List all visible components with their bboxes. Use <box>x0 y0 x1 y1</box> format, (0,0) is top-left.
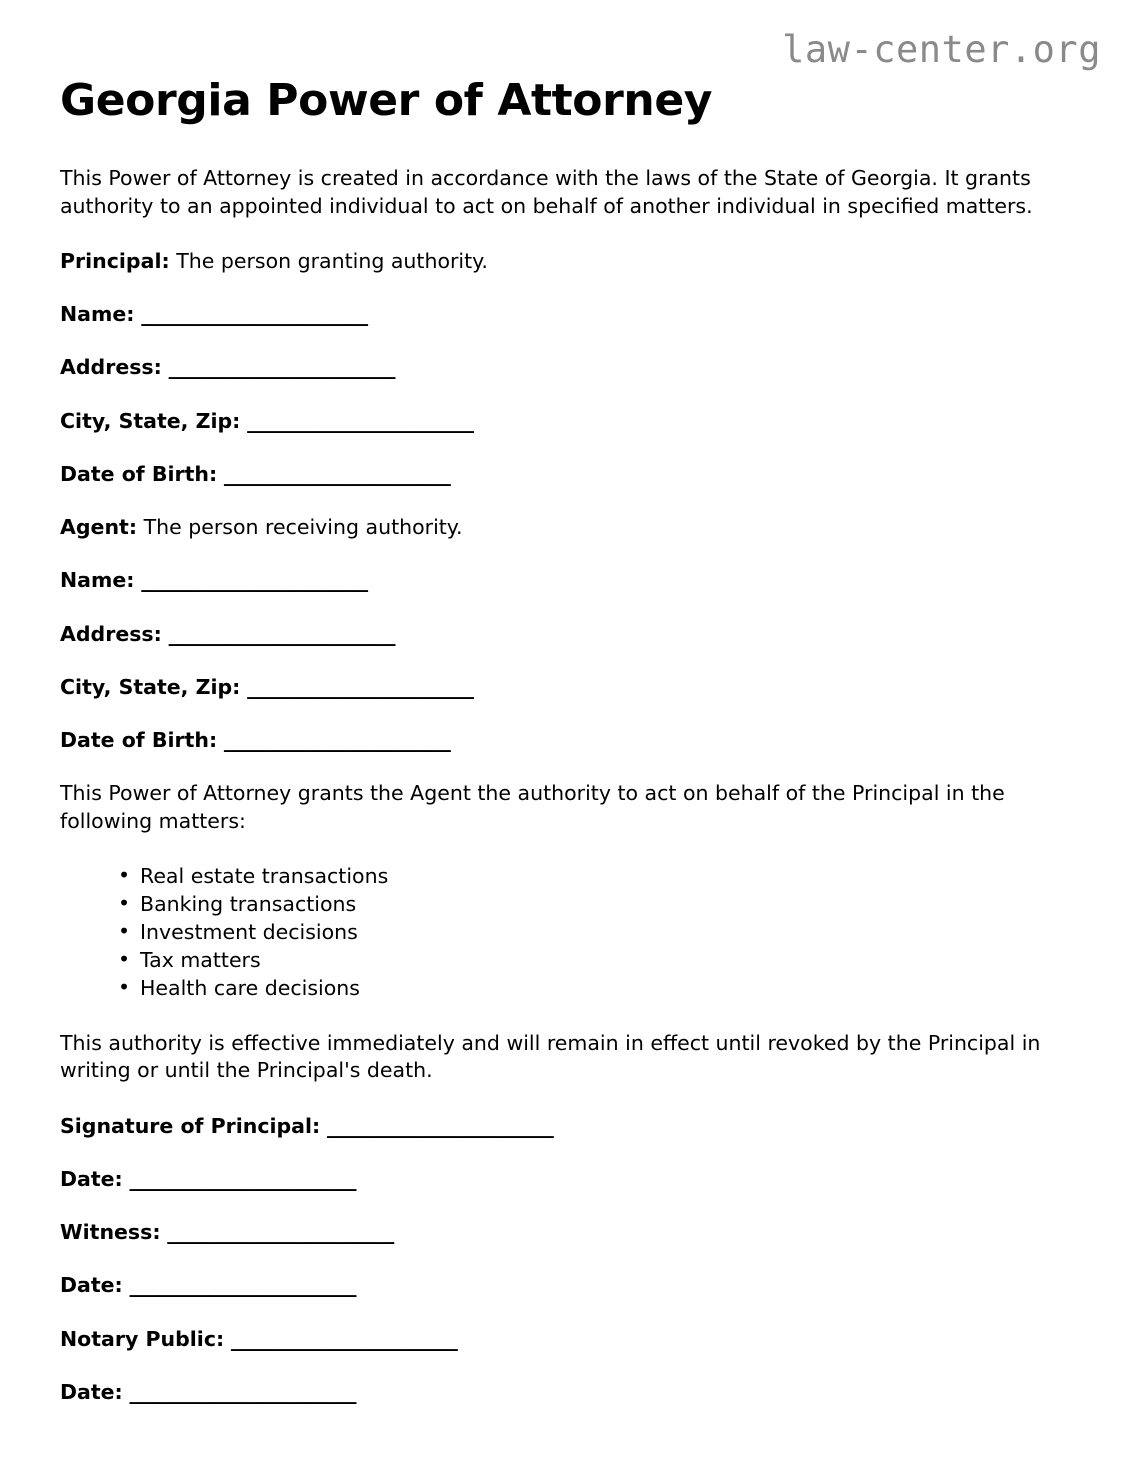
notary-date-label: Date: <box>60 1379 123 1404</box>
agent-address-label: Address: <box>60 621 162 646</box>
agent-citystatezip-label: City, State, Zip: <box>60 674 241 699</box>
list-item: • Banking transactions <box>118 891 1045 918</box>
principal-signature-date-label: Date: <box>60 1166 123 1191</box>
witness-date-blank[interactable]: _______________________ <box>122 1273 357 1298</box>
witness-date-field[interactable] <box>60 1272 1045 1299</box>
witness-field[interactable] <box>60 1219 1045 1246</box>
principal-citystatezip-field[interactable] <box>60 408 1045 435</box>
principal-description: The person granting authority. <box>169 248 488 273</box>
agent-name-blank[interactable]: _______________________ <box>134 568 368 593</box>
principal-citystatezip-label: City, State, Zip: <box>60 408 241 433</box>
matters-list <box>60 863 1045 1002</box>
agent-name-label: Name: <box>60 568 135 593</box>
principal-address-blank[interactable]: _______________________ <box>161 355 396 380</box>
effective-paragraph: This authority is effective immediately and will remain in effect until revoked by the Principal in writing or until the Principal's death. <box>60 1031 1041 1083</box>
notary-public-label: Notary Public: <box>60 1326 225 1351</box>
principal-dob-field[interactable] <box>60 461 1045 488</box>
principal-name-label: Name: <box>60 302 135 327</box>
notary-public-field[interactable] <box>60 1326 1045 1353</box>
principal-lead-in <box>60 248 1045 275</box>
agent-address-blank[interactable]: _______________________ <box>161 621 396 646</box>
agent-description: The person receiving authority. <box>137 515 463 540</box>
document-body <box>60 76 1045 1432</box>
list-item: • Investment decisions <box>118 919 1045 946</box>
principal-name-field[interactable] <box>60 301 1045 328</box>
agent-citystatezip-blank[interactable]: _______________________ <box>240 674 474 699</box>
agent-citystatezip-field[interactable] <box>60 674 1045 701</box>
principal-address-label: Address: <box>60 355 162 380</box>
principal-dob-label: Date of Birth: <box>60 461 218 486</box>
intro-paragraph: This Power of Attorney is created in accordance with the laws of the State of Georgia. It grants authority to an appointed individual to act on behalf of another individual in specified matters. <box>60 166 1033 218</box>
witness-date-label: Date: <box>60 1273 123 1298</box>
agent-dob-field[interactable] <box>60 727 1045 754</box>
notary-date-field[interactable] <box>60 1379 1045 1406</box>
notary-public-blank[interactable]: _______________________ <box>224 1326 458 1351</box>
principal-dob-blank[interactable]: _______________________ <box>217 461 451 486</box>
principal-citystatezip-blank[interactable]: _______________________ <box>240 408 474 433</box>
principal-label: Principal: <box>60 248 170 273</box>
agent-address-field[interactable] <box>60 621 1045 648</box>
agent-label: Agent: <box>60 515 138 540</box>
principal-name-blank[interactable]: _______________________ <box>134 302 368 327</box>
notary-date-blank[interactable]: _______________________ <box>122 1379 357 1404</box>
principal-signature-date-field[interactable] <box>60 1166 1045 1193</box>
witness-label: Witness: <box>60 1220 161 1244</box>
signature-of-principal-field[interactable] <box>60 1113 1045 1140</box>
list-item: • Real estate transactions <box>118 863 1045 890</box>
agent-lead-in <box>60 514 1045 541</box>
agent-name-field[interactable] <box>60 567 1045 594</box>
principal-address-field[interactable] <box>60 354 1045 381</box>
signature-of-principal-label: Signature of Principal: <box>60 1113 321 1138</box>
site-watermark: law-center.org <box>782 28 1101 71</box>
agent-dob-label: Date of Birth: <box>60 728 218 753</box>
principal-signature-date-blank[interactable]: _______________________ <box>122 1166 357 1191</box>
agent-dob-blank[interactable]: _______________________ <box>217 728 451 753</box>
signature-block <box>60 1113 1045 1407</box>
page-title: Georgia Power of Attorney <box>60 75 713 126</box>
list-item: • Health care decisions <box>118 975 1045 1002</box>
witness-blank[interactable]: _______________________ <box>160 1220 394 1244</box>
grant-paragraph: This Power of Attorney grants the Agent the authority to act on behalf of the Principal in the following matters: <box>60 781 1005 833</box>
list-item: • Tax matters <box>118 947 1045 974</box>
signature-of-principal-blank[interactable]: _______________________ <box>320 1113 554 1138</box>
